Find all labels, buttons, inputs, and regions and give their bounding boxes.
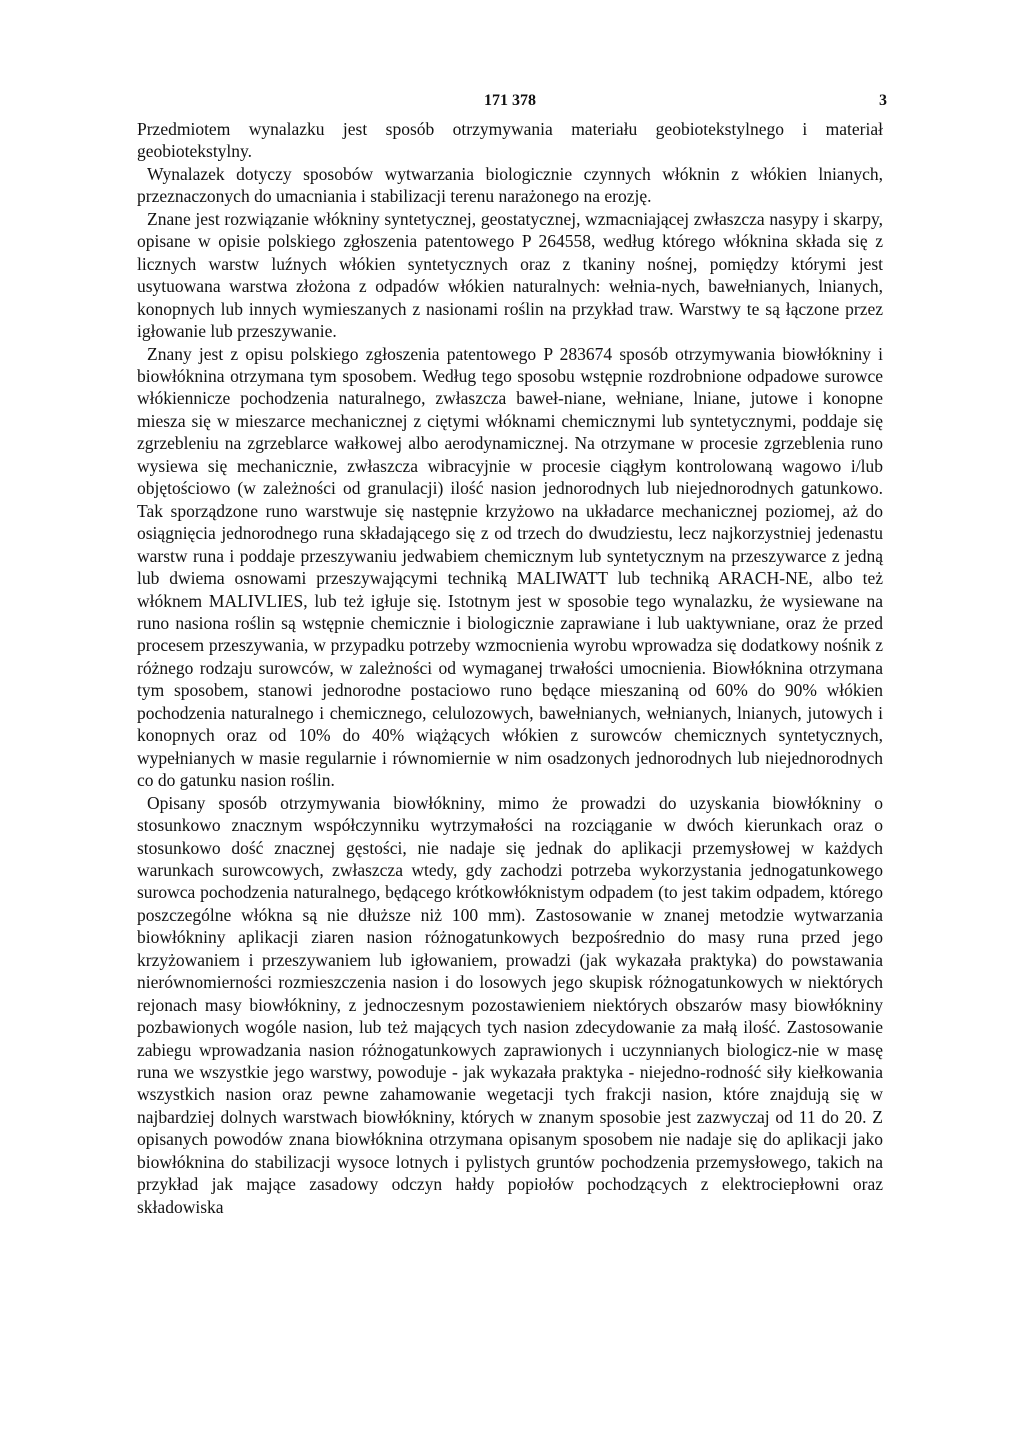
paragraph-5: Opisany sposób otrzymywania biowłókniny, mimo że prowadzi do uzyskania biowłókniny o stosunkowo znacznym współczynniku wytrzymałości na rozciąganie w dwóch kierunkach oraz o stosunkowo dość znacznej gęstości, nie nadaje się jednak do aplikacji przemysłowej w każdych warunkach surowcowych, zwłaszcza wtedy, gdy zachodzi potrzeba wykorzystania jednogatunkowego surowca pochodzenia naturalnego, będącego krótkowłóknistym odpadem (to jest takim odpadem, którego poszczególne włókna są nie dłuższe niż 100 mm). Zastosowanie w znanej metodzie wytwarzania biowłókniny aplikacji ziaren nasion różnogatunkowych bezpośrednio do masy runa przed jego krzyżowaniem i przeszywaniem lub igłowaniem, prowadzi (jak wykazała praktyka) do powstawania nierównomierności rozmieszczenia nasion i do losowych jego skupisk różnogatunkowych w niektórych rejonach masy biowłókniny, z jednoczesnym pozostawieniem niektórych obszarów masy biowłókniny pozbawionych wogóle nasion, lub też mających tych nasion zdecydowanie za małą ilość. Zastosowanie zabiegu wprowadzania nasion różnogatunkowych zaprawionych i uczynnianych biologicz-nie w masę runa we wszystkie jego warstwy, powoduje - jak wykazała praktyka - niejedno-rodność siły kiełkowania wszystkich nasion oraz pewne zahamowanie wegetacji tych frakcji nasion, które znajdują się w najbardziej dolnych warstwach biowłókniny, których w znanym sposobie jest zazwyczaj od 11 do 20. Z opisanych powodów znana biowłóknina otrzymana opisanym sposobem nie nadaje się do aplikacji jako biowłóknina do stabilizacji wysoce lotnych i pylistych gruntów pochodzenia przemysłowego, takich na przykład jak mające zasadowy odczyn hałdy popiołów pochodzących z elektrociepłowni oraz składowiska: [137, 792, 883, 1217]
page-number: 3: [879, 92, 887, 109]
document-page: [137, 92, 887, 1218]
paragraph-1: Przedmiotem wynalazku jest sposób otrzymywania materiału geobiotekstylnego i materiał geobiotekstylny.: [137, 119, 883, 162]
paragraph-4: Znany jest z opisu polskiego zgłoszenia patentowego P 283674 sposób otrzymywania biowłókniny i biowłóknina otrzymana tym sposobem. Według tego sposobu wstępnie rozdrobnione odpadowe surowce włókiennicze pochodzenia naturalnego, zwłaszcza baweł-niane, wełniane, lniane, jutowe i konopne miesza się w mieszarce mechanicznej z ciętymi włóknami chemicznymi lub syntetycznymi, poddaje się zgrzebleniu na zgrzeblarce wałkowej albo aerodynamicznej. Na otrzymane w procesie zgrzeblenia runo wysiewa się mechanicznie, zwłaszcza wibracyjnie w procesie ciągłym kontrolowaną wagowo i/lub objętościowo (w zależności od granulacji) ilość nasion jednorodnych lub niejednorodnych gatunkowo. Tak sporządzone runo warstwuje się następnie krzyżowo na układarce mechanicznej poziomej, aż do osiągnięcia jednorodnego runa składającego się z od trzech do dwudziestu, lecz najkorzystniej jedenastu warstw runa i poddaje przeszywaniu jedwabiem chemicznym lub syntetycznym na przeszywarce z jedną lub dwiema osnowami przeszywającymi techniką MALIWATT lub techniką ARACH-NE, albo też włóknem MALIVLIES, lub też igłuje się. Istotnym jest w sposobie tego wynalazku, że wysiewane na runo nasiona roślin są wstępnie chemicznie i biologicznie zaprawiane i lub uaktywniane, oraz że przed procesem przeszywania, w przypadku potrzeby wzmocnienia wyrobu wprowadza się dodatkowy nośnik z różnego rodzaju surowców, w zależności od wymaganej trwałości umocnienia. Biowłóknina otrzymana tym sposobem, stanowi jednorodne postaciowo runo będące mieszaniną od 60% do 90% włókien pochodzenia naturalnego i chemicznego, celulozowych, bawełnianych, wełnianych, lnianych, jutowych i konopnych oraz od 10% do 40% wiążących włókien z surowców chemicznych syntetycznych, wypełnianych w masie regularnie i równomiernie w nim osadzonych jednorodnych lub niejednorodnych co do gatunku nasion roślin.: [137, 343, 883, 791]
body-text: [137, 118, 883, 1218]
paragraph-2: Wynalazek dotyczy sposobów wytwarzania biologicznie czynnych włóknin z włókien lnianych, przeznaczonych do umacniania i stabilizacji terenu narażonego na erozję.: [137, 163, 883, 207]
patent-number: 171 378: [484, 92, 536, 109]
page-header: [137, 92, 887, 118]
paragraph-3: Znane jest rozwiązanie włókniny syntetycznej, geostatycznej, wzmacniającej zwłaszcza nasypy i skarpy, opisane w opisie polskiego zgłoszenia patentowego P 264558, według którego włóknina składa się z licznych warstw luźnych włókien syntetycznych oraz z tkaniny nośnej, pomiędzy którymi jest usytuowana warstwa złożona z odpadów włókien naturalnych: wełnia-nych, bawełnianych, lnianych, konopnych lub innych wymieszanych z nasionami roślin na przykład traw. Warstwy te są łączone przez igłowanie lub przeszywanie.: [137, 208, 883, 342]
